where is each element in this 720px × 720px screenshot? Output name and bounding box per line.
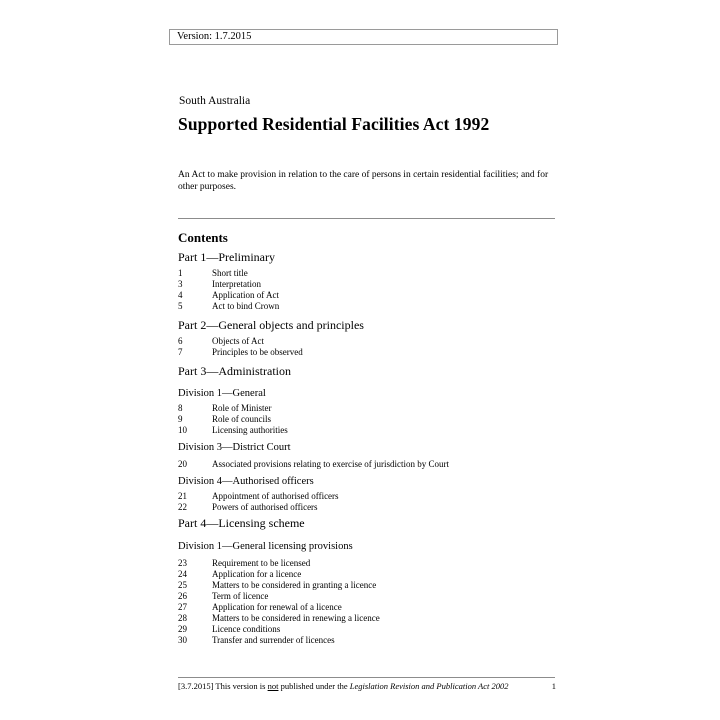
footer-text-mid: published under the (280, 681, 348, 691)
toc-section-title: Role of Minister (212, 403, 272, 413)
jurisdiction: South Australia (179, 95, 251, 107)
toc-entry[interactable] (178, 491, 558, 502)
toc-section-title: Powers of authorised officers (212, 502, 318, 512)
toc-entry[interactable] (178, 591, 558, 602)
toc-entry[interactable] (178, 403, 558, 414)
toc-entry[interactable] (178, 425, 558, 436)
toc-section-title: Act to bind Crown (212, 301, 280, 311)
toc-part-1-heading[interactable]: Part 1—Preliminary (178, 250, 275, 264)
toc-section-number: 29 (178, 624, 187, 634)
table-of-contents (178, 250, 558, 646)
toc-entry[interactable] (178, 624, 558, 635)
toc-entry[interactable] (178, 268, 558, 279)
version-label: Version: 1.7.2015 (177, 31, 252, 42)
toc-section-title: Associated provisions relating to exercise of jurisdiction by Court (212, 459, 449, 469)
toc-section-title: Appointment of authorised officers (212, 491, 339, 501)
toc-entry[interactable] (178, 580, 558, 591)
toc-entry[interactable] (178, 301, 558, 312)
toc-section-title: Application of Act (212, 290, 279, 300)
header-divider (178, 218, 555, 219)
toc-section-number: 9 (178, 414, 183, 424)
toc-section-title: Matters to be considered in renewing a licence (212, 613, 380, 623)
toc-part-3-heading[interactable]: Part 3—Administration (178, 364, 291, 378)
footer-not: not (267, 681, 279, 691)
toc-section-number: 23 (178, 558, 187, 568)
footer-notice (178, 681, 509, 691)
toc-section-title: Matters to be considered in granting a licence (212, 580, 377, 590)
toc-section-title: Application for renewal of a licence (212, 602, 342, 612)
toc-section-number: 8 (178, 403, 183, 413)
toc-part-4-heading[interactable]: Part 4—Licensing scheme (178, 516, 305, 530)
toc-section-title: Application for a licence (212, 569, 302, 579)
toc-entry[interactable] (178, 558, 558, 569)
toc-section-title: Requirement to be licensed (212, 558, 311, 568)
toc-division-heading[interactable]: Division 4—Authorised officers (178, 476, 314, 487)
toc-section-title: Interpretation (212, 279, 261, 289)
toc-entry[interactable] (178, 414, 558, 425)
toc-division-heading[interactable]: Division 3—District Court (178, 442, 291, 453)
toc-section-number: 28 (178, 613, 187, 623)
toc-entry[interactable] (178, 459, 558, 470)
toc-section-number: 3 (178, 279, 183, 289)
toc-section-number: 1 (178, 268, 183, 278)
toc-entry[interactable] (178, 279, 558, 290)
toc-entry[interactable] (178, 635, 558, 646)
toc-section-number: 6 (178, 336, 183, 346)
toc-section-title: Term of licence (212, 591, 269, 601)
toc-entry[interactable] (178, 290, 558, 301)
page-footer (178, 681, 556, 691)
toc-section-number: 4 (178, 290, 183, 300)
toc-part-2-heading[interactable]: Part 2—General objects and principles (178, 318, 364, 332)
toc-section-title: Short title (212, 268, 248, 278)
toc-section-title: Objects of Act (212, 336, 264, 346)
toc-section-number: 25 (178, 580, 187, 590)
toc-section-title: Role of councils (212, 414, 271, 424)
toc-entry[interactable] (178, 602, 558, 613)
long-title: An Act to make provision in relation to the care of persons in certain residential facilities; and for other purposes. (178, 170, 549, 192)
toc-section-title: Licensing authorities (212, 425, 288, 435)
toc-entry[interactable] (178, 613, 558, 624)
toc-entry[interactable] (178, 569, 558, 580)
toc-entry[interactable] (178, 502, 558, 513)
toc-entry[interactable] (178, 347, 558, 358)
toc-division-heading[interactable]: Division 1—General licensing provisions (178, 541, 353, 552)
toc-section-title: Licence conditions (212, 624, 281, 634)
footer-text: This version is (215, 681, 266, 691)
contents-heading: Contents (178, 230, 228, 245)
page-number: 1 (551, 681, 556, 691)
toc-section-number: 5 (178, 301, 183, 311)
footer-divider (178, 677, 555, 678)
toc-section-number: 24 (178, 569, 187, 579)
toc-section-number: 21 (178, 491, 187, 501)
toc-section-number: 30 (178, 635, 187, 645)
toc-section-number: 10 (178, 425, 187, 435)
footer-act-reference: Legislation Revision and Publication Act 2002 (349, 681, 509, 691)
footer-date: [3.7.2015] (178, 681, 214, 691)
version-box (169, 29, 558, 45)
toc-section-title: Principles to be observed (212, 347, 303, 357)
toc-section-number: 26 (178, 591, 187, 601)
act-title: Supported Residential Facilities Act 1992 (178, 114, 490, 134)
toc-section-number: 20 (178, 459, 187, 469)
toc-entry[interactable] (178, 336, 558, 347)
toc-section-number: 22 (178, 502, 187, 512)
toc-section-number: 27 (178, 602, 187, 612)
toc-division-heading[interactable]: Division 1—General (178, 388, 266, 399)
toc-section-title: Transfer and surrender of licences (212, 635, 335, 645)
toc-section-number: 7 (178, 347, 183, 357)
